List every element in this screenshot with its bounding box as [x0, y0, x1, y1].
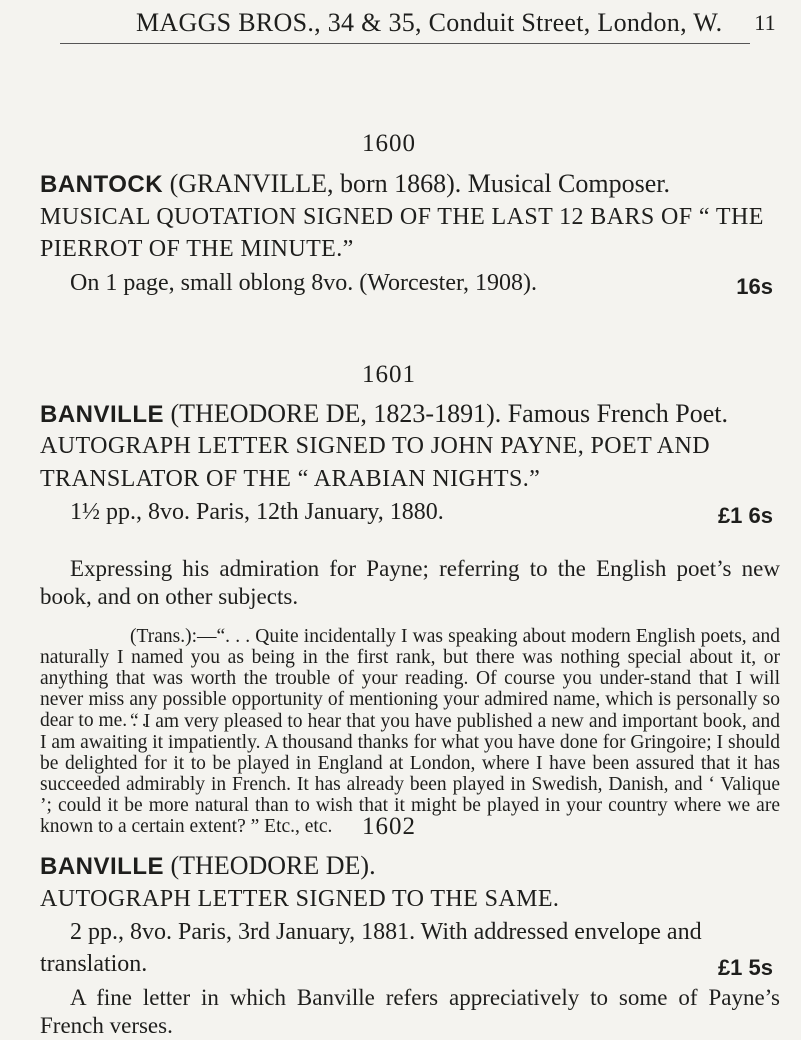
lot-name: BANTOCK	[40, 171, 164, 198]
lot-title-line: AUTOGRAPH LETTER SIGNED TO THE SAME.	[40, 886, 560, 912]
lot-price: £1 6s	[717, 503, 773, 528]
lot-description: 2 pp., 8vo. Paris, 3rd January, 1881. With addressed envelope and	[70, 919, 702, 945]
lot-price: 16s	[736, 274, 773, 299]
lot-name-rest: (GRANVILLE, born 1868). Musical Composer.	[169, 169, 670, 198]
page-number: 11	[754, 10, 776, 35]
header-rule	[60, 43, 750, 44]
lot-note: Expressing his admiration for Payne; referring to the English poet’s new book, and on other subjects.	[40, 556, 780, 609]
lot-title-line: MUSICAL QUOTATION SIGNED OF THE LAST 12 BARS OF “ THE	[40, 204, 764, 230]
running-head	[136, 8, 776, 38]
lot-note: A fine letter in which Banville refers appreciatively to some of Payne’s French verses.	[40, 985, 780, 1038]
translation-paragraph: (Trans.):—“. . . Quite incidentally I was speaking about modern English poets, and naturally I named you as being in the first rank, but there was nothing special about it, or anything that was worth the trouble of your reading. Of course you under-stand that I will never miss any possible opportunity of mentioning your admired name, which is personally so dear to me. . .	[40, 626, 780, 731]
lot-description: translation.	[40, 951, 148, 977]
lot-description: 1½ pp., 8vo. Paris, 12th January, 1880.	[70, 499, 444, 525]
lot-heading	[40, 399, 728, 429]
lot-price: £1 5s	[717, 955, 773, 980]
lot-description: On 1 page, small oblong 8vo. (Worcester, 1908).	[70, 270, 538, 296]
lot-title-line: PIERROT OF THE MINUTE.”	[40, 236, 354, 262]
lot-title-line: AUTOGRAPH LETTER SIGNED TO JOHN PAYNE, POET AND	[40, 433, 710, 459]
lot-name-rest: (THEODORE DE, 1823-1891). Famous French Poet.	[170, 399, 728, 428]
lot-number: 1600	[362, 130, 416, 157]
lot-number: 1601	[362, 361, 416, 388]
lot-name: BANVILLE	[40, 401, 164, 428]
lot-number: 1602	[362, 813, 416, 840]
lot-heading	[40, 851, 376, 881]
translation-paragraph: “ I am very pleased to hear that you have published a new and important book, and I am awaiting it impatiently. A thousand thanks for what you have done for Gringoire; I should be delighted for it to be played in England at London, where I have been assured that it has succeeded admirably in French. It has already been played in Swedish, Danish, and ‘ Valique ’; could it be more natural than to wish that it might be played in your country where we are known to a certain extent? ” Etc., etc.	[40, 711, 780, 837]
lot-title-line: TRANSLATOR OF THE “ ARABIAN NIGHTS.”	[40, 466, 541, 492]
lot-name: BANVILLE	[40, 853, 164, 880]
lot-heading	[40, 169, 670, 199]
lot-name-rest: (THEODORE DE).	[170, 851, 376, 880]
running-head-text: MAGGS BROS., 34 & 35, Conduit Street, London, W.	[136, 8, 723, 37]
